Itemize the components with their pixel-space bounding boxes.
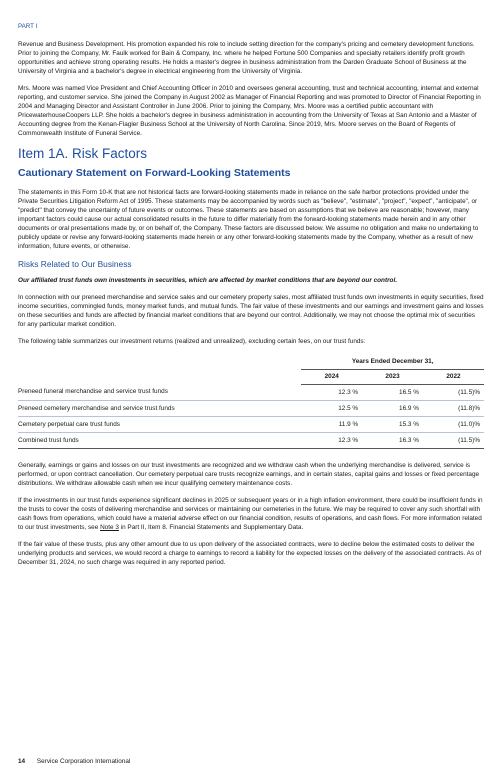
cell-value: 12.3 % [301, 384, 362, 400]
page-number: 14 [18, 758, 26, 765]
part-label: PART I [18, 23, 38, 30]
table-header-period-row [18, 354, 484, 369]
cell-value: (11.5)% [423, 432, 484, 448]
cell-value: (11.8)% [423, 400, 484, 416]
row-label: Combined trust funds [18, 432, 301, 448]
cell-value: (11.5)% [423, 384, 484, 400]
period-header: Years Ended December 31, [301, 354, 484, 369]
cell-value: 12.3 % [301, 432, 362, 448]
table-header-years-row [18, 369, 484, 384]
cell-value: 16.5 % [362, 384, 423, 400]
row-label: Cemetery perpetual care trust funds [18, 416, 301, 432]
risk-paragraph: In connection with our preneed merchandise and service sales and our cemetery property sales, most affiliated trust funds own investments in equity securities, fixed income securities, commingled funds, money market funds, and mutual funds. The fair value of these investments and our earnings and investment gains and losses on these securities and funds are affected by financial market conditions that are beyond our control. Additionally, we may not choose the optimal mix of securities for any particular market condition. [18, 294, 484, 328]
year-header: 2023 [362, 369, 423, 384]
cautionary-paragraph: The statements in this Form 10-K that are not historical facts are forward-looking statements made in reliance on the safe harbor protections provided under the Private Securities Litigation Reform Act of 1995. These statements may be accompanied by words such as "believe", "estimate", "project", "expect", "anticipate", or "predict" that convey the uncertainty of future events or outcomes. These statements are based on assumptions that we believe are reasonable; however, many important factors could cause our actual consolidated results in the future to differ materially from the forward-looking statements made herein and in any other documents or oral presentations made by, or on behalf of, the Company. These factors are discussed below. We assume no obligation and make no undertaking to publicly update or revise any forward-looking statements made herein or any other forward-looking statements made by the Company, whether as a result of new information, future events, or otherwise. [18, 189, 479, 250]
year-header: 2024 [301, 369, 362, 384]
cell-value: 16.9 % [362, 400, 423, 416]
row-label: Preneed cemetery merchandise and service trust funds [18, 400, 301, 416]
after-paragraph-2-text: If the investments in our trust funds experience significant declines in 2025 or subsequent years or in a high inflation environment, there could be insufficient funds in the trusts to cover the costs of delivering merchandise and services or maintaining our cemeteries in the future. We may be required to cover any such shortfall with cash flows from operations, which could have a material adverse effect on our financial condition, results of operations, and cash flows. For more information related to our trust investments, see [18, 496, 483, 531]
table-row [18, 400, 484, 416]
after-paragraph-3: If the fair value of these trusts, plus any other amount due to us upon delivery of the associated contracts, were to decline below the estimated costs to deliver the underlying products and services, we would record a charge to earnings to record a liability for the expected losses on the delivery of the associated contracts. As of December 31, 2024, no such charge was required in any reported period. [18, 540, 482, 566]
cell-value: (11.0)% [423, 416, 484, 432]
page-footer [18, 757, 130, 766]
intro-paragraph-1: Revenue and Business Development. His promotion expanded his role to include setting direction for the company's pricing and cemetery development functions. Prior to joining the Company, Mr. Faulk worked for Bain & Company, Inc. where he helped Fortune 500 Companies and specialty retailers identify profit growth opportunities and achieve strong operating results. He holds a master's degree in business administration from the Darden Graduate School of Business at the University of Virginia and a bachelor's degree in electrical engineering from the University of Virginia. [18, 41, 475, 75]
table-row [18, 384, 484, 400]
after-paragraph-1: Generally, earnings or gains and losses on our trust investments are recognized and we withdraw cash when the underlying merchandise is delivered, service is performed, or upon contract cancellation. Our cemetery perpetual care trusts recognize earnings, and in certain states, capital gains and losses or fixed percentage distributions. We withdraw allowable cash when we incur qualifying cemetery maintenance costs. [18, 461, 480, 487]
risks-heading: Risks Related to Our Business [18, 259, 132, 269]
cell-value: 12.5 % [301, 400, 362, 416]
cell-value: 11.9 % [301, 416, 362, 432]
table-row [18, 416, 484, 432]
row-label: Preneed funeral merchandise and service trust funds [18, 384, 301, 400]
trust-returns-table [18, 354, 484, 449]
intro-paragraph-2: Mrs. Moore was named Vice President and Chief Accounting Officer in 2010 and oversees general accounting, trust and technical accounting, internal and external reporting, and customer service. She joined the Company in August 2002 as Manager of Financial Reporting and was promoted to Director of Financial Reporting in 2004 and Managing Director and Assistant Controller in June 2006. Prior to joining the Company, Mrs. Moore was a certified public accountant with PricewaterhouseCoopers LLP. She holds a bachelor's degree in business administration in accounting from the University of Texas at San Antonio and a Master of Accounting degree from the Kenan-Flagler Business School at the University of North Carolina. Since 2019, Mrs. Moore serves on the Board of Regents of Commonwealth Institute of Funeral Service. [18, 85, 481, 137]
cell-value: 16.3 % [362, 432, 423, 448]
cautionary-heading: Cautionary Statement on Forward-Looking Statements [18, 167, 291, 179]
year-header: 2022 [423, 369, 484, 384]
table-row [18, 432, 484, 448]
cell-value: 15.3 % [362, 416, 423, 432]
item-heading: Item 1A. Risk Factors [18, 146, 148, 161]
after-paragraph-2-tail: in Part II, Item 8. Financial Statements and Supplementary Data. [118, 523, 304, 531]
after-paragraph-2 [18, 496, 484, 532]
note-3-link[interactable]: Note 3 [100, 523, 119, 531]
risk-title: Our affiliated trust funds own investments in securities, which are affected by market conditions that are beyond our control. [18, 277, 398, 284]
table-intro: The following table summarizes our investment returns (realized and unrealized), excluding certain fees, on our trust funds: [18, 338, 366, 345]
footer-company: Service Corporation International [36, 758, 131, 765]
document-page [18, 22, 484, 575]
